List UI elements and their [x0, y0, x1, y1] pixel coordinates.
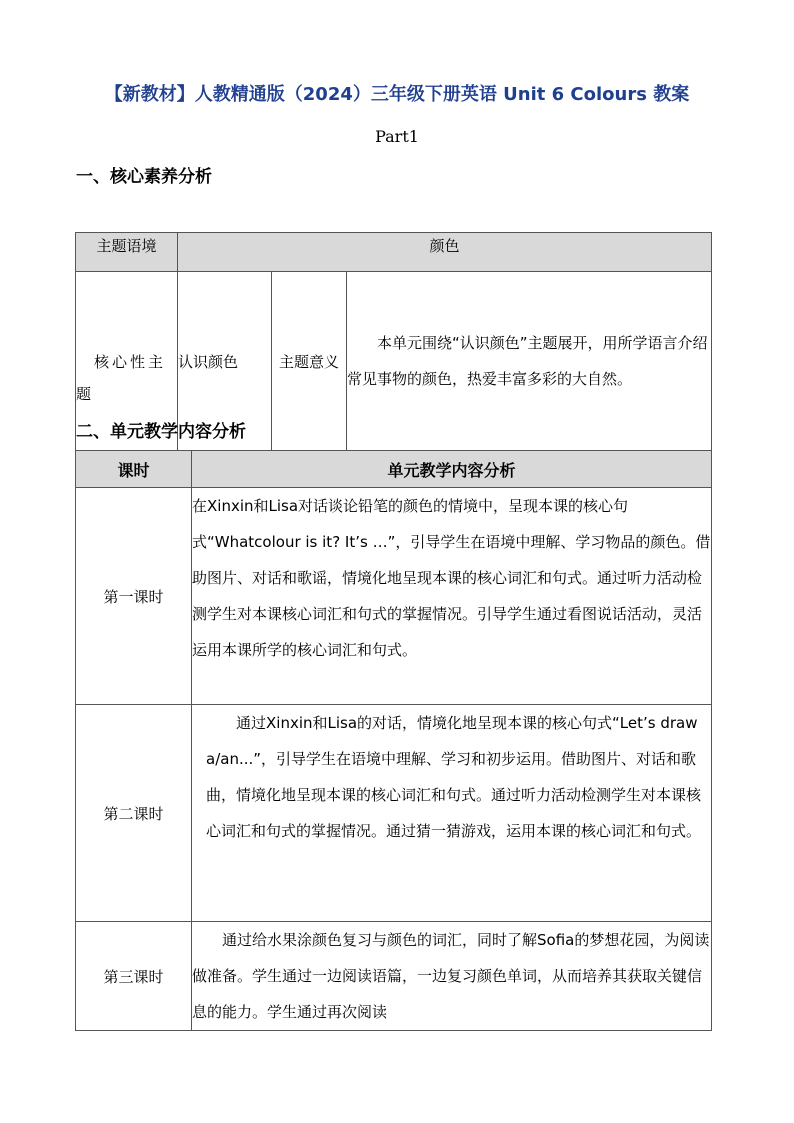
- lesson-label: 第一课时: [76, 488, 192, 705]
- column-header-content: 单元教学内容分析: [192, 451, 712, 488]
- lesson-label: 第二课时: [76, 705, 192, 922]
- table-row: [76, 705, 712, 922]
- lesson-label: 第三课时: [76, 922, 192, 1031]
- section-heading-core-literacy: 一、核心素养分析: [76, 167, 212, 187]
- content-analysis-table: [75, 450, 712, 1031]
- theme-context-label: 主题语境: [76, 233, 178, 272]
- theme-meaning-label: 主题意义: [272, 272, 347, 451]
- document-title: 【新教材】人教精通版（2024）三年级下册英语 Unit 6 Colours 教案: [104, 84, 690, 105]
- table-row: [76, 233, 712, 272]
- column-header-lesson: 课时: [76, 451, 192, 488]
- theme-context-value: 颜色: [178, 233, 712, 272]
- table-row: [76, 488, 712, 705]
- table-header-row: [76, 451, 712, 488]
- lesson-content: 在Xinxin和Lisa对话谈论铅笔的颜色的情境中，呈现本课的核心句式“Whatcolour is it? It’s …”，引导学生在语境中理解、学习物品的颜色。借助图片、对话和歌谣，情境化地呈现本课的核心词汇和句式。通过听力活动检测学生对本课核心词汇和句式的掌握情况。引导学生通过看图说话活动，灵活运用本课所学的核心词汇和句式。: [192, 488, 712, 705]
- lesson-content: 通过Xinxin和Lisa的对话，情境化地呈现本课的核心句式“Let’s draw a/an...”，引导学生在语境中理解、学习和初步运用。借助图片、对话和歌曲，情境化地呈现本课的核心词汇和句式。通过听力活动检测学生对本课核心词汇和句式的掌握情况。通过猜一猜游戏，运用本课的核心词汇和句式。: [192, 705, 712, 922]
- part-label: Part1: [375, 127, 419, 146]
- core-theme-value: 认识颜色: [178, 272, 272, 451]
- section-heading-content-analysis: 二、单元教学内容分析: [76, 422, 246, 442]
- core-theme-label: 核心性主题: [76, 272, 178, 451]
- lesson-content: 通过给水果涂颜色复习与颜色的词汇，同时了解Sofia的梦想花园，为阅读做准备。学生通过一边阅读语篇，一边复习颜色单词，从而培养其获取关键信息的能力。学生通过再次阅读: [192, 922, 712, 1031]
- table-row: [76, 922, 712, 1031]
- theme-meaning-text: 本单元围绕“认识颜色”主题展开，用所学语言介绍常见事物的颜色，热爱丰富多彩的大自然。: [347, 272, 712, 451]
